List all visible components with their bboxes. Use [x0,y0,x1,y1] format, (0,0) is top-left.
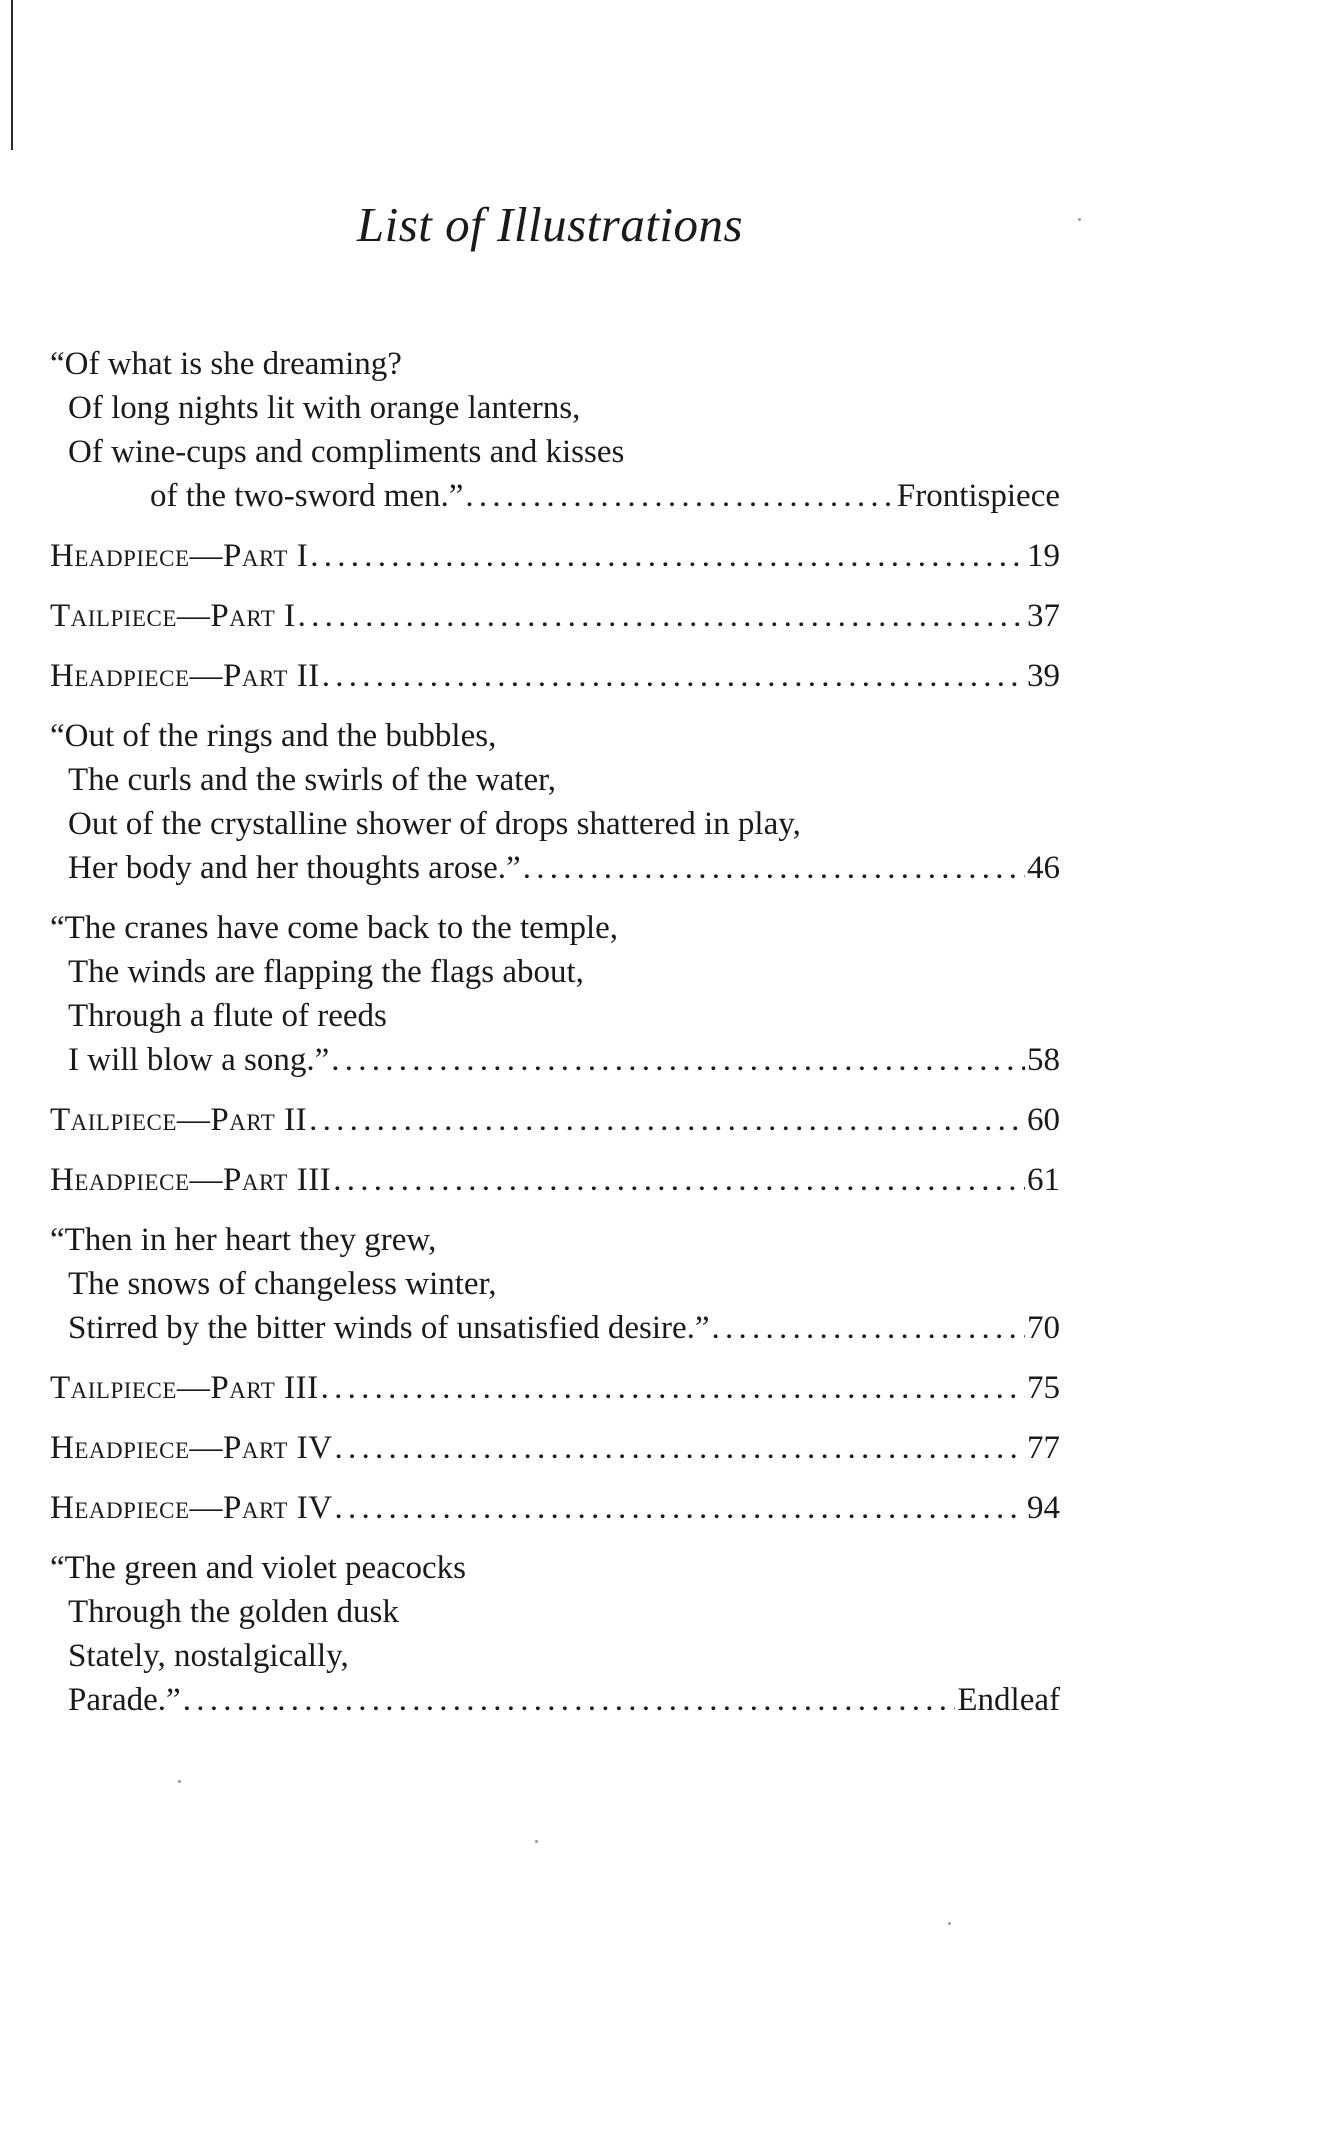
page-number: 19 [1027,538,1060,574]
list-item [50,654,1060,698]
page-number: 39 [1027,658,1060,694]
page-number: 60 [1027,1102,1060,1138]
entry-line [50,1158,1060,1202]
entry-line [50,1038,1060,1082]
entry-line [50,1098,1060,1142]
quote-line: “Then in her heart they grew, [50,1222,437,1258]
page-number: 77 [1027,1430,1060,1466]
page-number: 75 [1027,1370,1060,1406]
list-item [50,342,1060,518]
entry-label: Headpiece—Part I [50,538,309,574]
page-margin-line [11,0,13,150]
page-title: List of Illustrations [356,197,744,252]
page-number: 37 [1027,598,1060,634]
quote-line: of the two-sword men.” [150,478,464,514]
entry-line [50,654,1060,698]
quote-line: Her body and her thoughts arose.” [68,850,521,886]
page-reference: Endleaf [957,1682,1060,1718]
entry-line [50,846,1060,890]
entry-line [50,1426,1060,1470]
page-number: 94 [1027,1490,1060,1526]
dot-leader [523,846,1025,890]
dot-leader [335,1426,1025,1470]
list-item [50,534,1060,578]
dot-leader [309,1098,1025,1142]
page-number: 61 [1027,1162,1060,1198]
page-reference: Frontispiece [896,478,1060,514]
list-item [50,594,1060,638]
list-item [50,714,1060,890]
quote-line: “The cranes have come back to the temple, [50,910,619,946]
quote-line: The snows of changeless winter, [68,1266,497,1302]
entry-line [50,534,1060,578]
dot-leader [331,1038,1025,1082]
quote-line: I will blow a song.” [68,1042,330,1078]
entry-label: Headpiece—Part II [50,658,320,694]
dot-leader [712,1306,1025,1350]
dot-leader [322,654,1025,698]
list-item [50,1426,1060,1470]
dot-leader [333,1158,1025,1202]
entry-label: Tailpiece—Part I [50,598,296,634]
list-item [50,1366,1060,1410]
list-item [50,1098,1060,1142]
entry-label: Headpiece—Part IV [50,1430,333,1466]
quote-line: Stirred by the bitter winds of unsatisfied desire.” [68,1310,710,1346]
quote-line: The winds are flapping the flags about, [68,954,584,990]
quote-line: “Out of the rings and the bubbles, [50,718,497,754]
dot-leader [321,1366,1025,1410]
illustrations-list [50,342,1060,1738]
entry-line [50,474,1060,518]
quote-line: The curls and the swirls of the water, [68,762,557,798]
dot-leader [298,594,1025,638]
quote-line: Parade.” [68,1682,181,1718]
entry-line [50,1366,1060,1410]
quote-line: Out of the crystalline shower of drops shattered in play, [68,806,801,842]
list-item [50,1486,1060,1530]
entry-label: Tailpiece—Part III [50,1370,319,1406]
paper-speck [178,1780,181,1783]
entry-line [50,1306,1060,1350]
entry-line [50,594,1060,638]
quote-line: Through a flute of reeds [68,998,387,1034]
page-number: 46 [1027,850,1060,886]
entry-label: Headpiece—Part III [50,1162,332,1198]
entry-label: Headpiece—Part IV [50,1490,333,1526]
quote-line: “Of what is she dreaming? [50,346,402,382]
quote-line: Through the golden dusk [68,1594,399,1630]
dot-leader [335,1486,1025,1530]
quote-line: Stately, nostalgically, [68,1638,349,1674]
paper-speck [948,1922,951,1925]
dot-leader [183,1678,956,1722]
page-number: 70 [1027,1310,1060,1346]
paper-speck [535,1840,538,1843]
list-item [50,906,1060,1082]
quote-line: “The green and violet peacocks [50,1550,466,1586]
quote-line: Of long nights lit with orange lanterns, [68,390,581,426]
entry-line [50,1678,1060,1722]
list-item [50,1218,1060,1350]
list-item [50,1546,1060,1722]
page-number: 58 [1027,1042,1060,1078]
list-item [50,1158,1060,1202]
dot-leader [310,534,1025,578]
entry-line [50,1486,1060,1530]
dot-leader [465,474,894,518]
entry-label: Tailpiece—Part II [50,1102,308,1138]
quote-line: Of wine-cups and compliments and kisses [68,434,625,470]
